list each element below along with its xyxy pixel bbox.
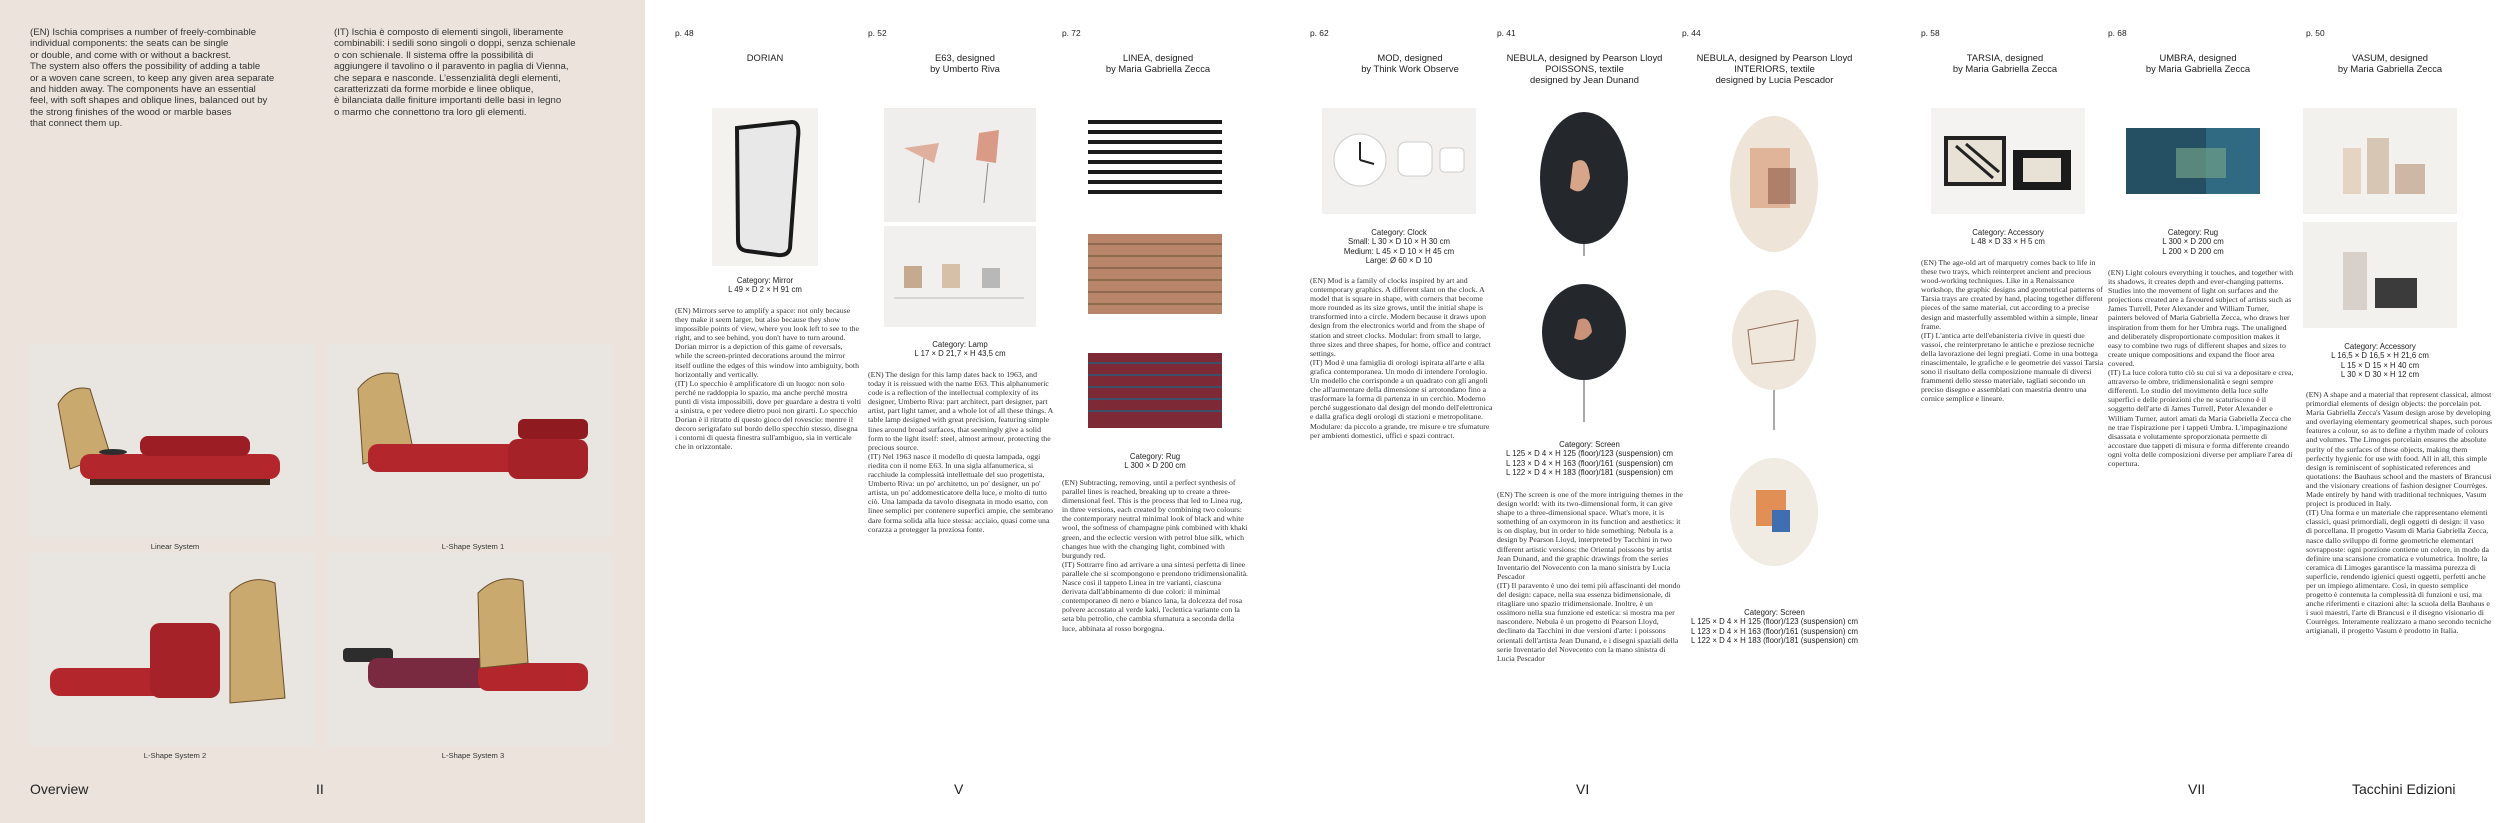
footer-numeral-vi: VI xyxy=(1576,781,1590,797)
e63-lamp-image-1 xyxy=(884,108,1036,222)
umbra-rug-image xyxy=(2116,108,2270,214)
page-ref-mod: p. 62 xyxy=(1310,28,1329,38)
title-umbra: UMBRA, designed by Maria Gabriella Zecca xyxy=(2145,52,2251,75)
linea-rug-blue-red-image xyxy=(1078,338,1232,443)
footer-numeral-vii: VII xyxy=(2188,781,2206,797)
vasum-vase-image-2 xyxy=(2303,222,2457,328)
category-e63: Category: Lamp L 17 × D 21,7 × H 43,5 cm xyxy=(914,340,1006,359)
e63-lamp-image-2 xyxy=(884,226,1036,327)
intro-english: (EN) Ischia comprises a number of freely-combinable individual components: the seats can be single or double, and come with or without a backrest. The system also offers the possibility of adding a table or a woven cane screen, to keep any given area separate and hidden away. The components have an essential feel, with soft shapes and oblique lines, balanced out by the strong finishes of the wood or marble bases that connect them up. xyxy=(30,27,275,130)
footer-numeral-v: V xyxy=(954,781,964,797)
footer-brand: Tacchini Edizioni xyxy=(2352,781,2456,797)
linea-rug-pink-green-image xyxy=(1078,222,1232,327)
dorian-mirror-image xyxy=(712,108,818,266)
intro-italian: (IT) Ischia è composto di elementi singoli, liberamente combinabili: i sedili sono singoli o doppi, senza schienale o con schienale. Il sistema offre la possibilità di aggiungere il tavolino o il paravento in paglia di Vienna, che separa e nasconde. L’essenzialità degli elementi, caratterizzati da forme morbide e linee oblique, è bilanciata dalle finiture importanti delle basi in legno o marmo che connettono tra loro gli elementi. xyxy=(334,27,576,118)
page-ref-vasum: p. 50 xyxy=(2306,28,2325,38)
title-mod: MOD, designed by Think Work Observe xyxy=(1361,52,1459,75)
category-mod: Category: Clock Small: L 30 × D 10 × H 30 cm Medium: L 45 × D 10 × H 45 cm Large: Ø 60 × D 10 xyxy=(1343,228,1455,266)
nebula-poissons-screen-image-1 xyxy=(1528,108,1640,260)
page-ref-linea: p. 72 xyxy=(1062,28,1081,38)
nebula-poissons-screen-image-2 xyxy=(1528,272,1640,430)
description-tarsia: (EN) The age-old art of marquetry comes back to life in these two trays, which reinterpret ancient and precious wood-working techniques. Like in a Renaissance workshop, the graphic designs and geometrical patterns of Tarsia trays are created by hand, placing together different pieces of the same material, cut according to a precise design and masterfully assembled within a simple, linear frame. (IT) L'antica arte dell'ebanisteria rivive in questi due vassoi, che reinterpretano le antiche e preziose tecniche della lavorazione dei legni pregiati. Come in una bottega rinascimentale, le grafiche e le geometrie dei vassoi Tarsia sono il risultato della composizione manuale di diversi frammenti dello stesso materiale, tagliati secondo un preciso disegno e assemblati con maestria dentro una cornice semplice e lineare. xyxy=(1921,258,2106,404)
page-ref-nebula-poissons: p. 41 xyxy=(1497,28,1516,38)
category-tarsia: Category: Accessory L 48 × D 33 × H 5 cm xyxy=(1971,228,2045,247)
category-vasum: Category: Accessory L 16,5 × D 16,5 × H 21,6 cm L 15 × D 15 × H 40 cm L 30 × D 30 × H 12 cm xyxy=(2331,342,2429,380)
l-shape-system-2-image xyxy=(30,553,315,746)
linear-system-label: Linear System xyxy=(150,542,200,551)
linear-system-image xyxy=(30,344,315,537)
page-ref-tarsia: p. 58 xyxy=(1921,28,1940,38)
nebula-interiors-screen-image-3 xyxy=(1718,450,1830,600)
nebula-interiors-screen-image-2 xyxy=(1718,280,1830,438)
description-nebula: (EN) The screen is one of the more intriguing themes in the design world: with its two-dimensional form, it can give shape to a three-dimensional space. What's more, it is something of an oxymoron in its function and aesthetics: it is on display, but in order to hide something. Nebula is a design by Pearson Lloyd, interpreted by Tacchini in two different artistic versions: the Oriental poissons by artist Jean Dunand, and the graphic drawings from the series Inventario del Novecento con la mano sinistra by Lucia Pescador (IT) Il paravento è uno dei temi più affascinanti del mondo del design: capace, nella sua essenza bidimensionale, di ritagliare uno spazio tridimensionale. Inoltre, è un ossimoro nella sua funzione ed estetica: si mostra ma per nascondere. Nebula è un progetto di Pearson Lloyd, declinato da Tacchini in due versioni d'arte: i poissons orientali dell'artista Jean Dunand, e i disegni spaziali della serie Inventario del Novecento con la mano sinistra di Lucia Pescador xyxy=(1497,490,1685,663)
mod-clock-image xyxy=(1322,108,1476,214)
title-linea: LINEA, designed by Maria Gabriella Zecca xyxy=(1105,52,1211,75)
page-ref-nebula-interiors: p. 44 xyxy=(1682,28,1701,38)
title-tarsia: TARSIA, designed by Maria Gabriella Zecca xyxy=(1952,52,2058,75)
description-dorian: (EN) Mirrors serve to amplify a space: not only because they make it seem larger, but also because they show impossible points of view, where you look left to see to the right, and to see behind, you don't have to turn around. Dorian mirror is a depiction of this game of reversals, while the screen-printed decorations around the mirror itself outline the edges of this window into ambiguity, both horizontally and vertically. (IT) Lo specchio è amplificatore di un luogo: non solo perché ne raddoppia lo spazio, ma anche perché mostra punti di vista impossibili, dove per guardare a destra ti volti a sinistra, e per vedere dietro puoi non girarti. Lo specchio Dorian è il ritratto di questo gioco del rovescio: mentre il decoro serigrafato sul bordo dello specchio stesso, disegna i contorni di questa finestra sull'ambiguo, sia in verticale che in orizzontale. xyxy=(675,306,863,452)
title-nebula-interiors: NEBULA, designed by Pearson Lloyd INTERIORS, textile designed by Lucia Pescador xyxy=(1696,52,1853,86)
footer-numeral-ii: II xyxy=(316,781,324,797)
l-shape-system-1-image xyxy=(328,344,613,537)
footer-overview: Overview xyxy=(30,781,89,797)
description-vasum: (EN) A shape and a material that represent classical, almost primordial elements of design objects: the porcelain pot. Maria Gabriella Zecca's Vasum design arose by developing and overlaying elementary geometrical shapes, such porous features a colour, so as to define a rhythm made of colours and volumes. The Limoges porcelain ensures the absolute purity of the surfaces of these objects, making them perfectly hygienic for use with food. All in all, this simple design is reminiscent of sophisticated references and quotations: the Bauhaus school and the masters of Brancusi and the visionary creations of fashion designer Courrèges. Made entirely by hand with traditional techniques, Vasum project is produced in Italy. (IT) Una forma e un materiale che rappresentano elementi classici, quasi primordiali, degli oggetti di design: il vaso di porcellana. Il progetto Vasum di Maria Gabriella Zecca, nasce dallo sviluppo di forme geometriche elementari sovrapposte: ogni porzione contiene un colore, in modo da definire una scansione cromatica e volumetrica. Inoltre, la ceramica di Limoges garantisce la massima purezza di superficie, rendendo igienici questi oggetti, perfetti anche per un impiego alimentare. Così, in questo semplice progetto è contenuta la complessità di funzioni e usi, ma anche riferimenti e citazioni alte: la scuola della Bauhaus e i suoi maestri, l'arte di Brancusi e il disegno visionario di Courrèges. Interamente realizzato a mano secondo tecniche artigianali, il progetto Vasum è prodotto in Italia. xyxy=(2306,390,2494,636)
category-umbra: Category: Rug L 300 × D 200 cm L 200 × D 200 cm xyxy=(2162,228,2224,256)
title-nebula-poissons: NEBULA, designed by Pearson Lloyd POISSONS, textile designed by Jean Dunand xyxy=(1506,52,1663,86)
vasum-vase-image-1 xyxy=(2303,108,2457,214)
description-umbra: (EN) Light colours everything it touches, and together with its shadows, it creates depth and ever-changing patterns. Studies into the movement of light on surfaces and the projections created are a favoured subject of artists such as James Turrell, Peter Alexander and William Turner, painters beloved of Maria Gabriella Zecca, who draws her inspiration from them for her Umbra rugs. The unaligned and deliberately disproportionate composition makes it easy to combine two rugs of different shapes and sizes to create unique compositions and expand the floor area covered. (IT) La luce colora tutto ciò su cui si va a depositare e crea, attraverso le ombre, tridimensionalità e segni sempre differenti. Lo studio del movimento della luce sulle superfici e delle proiezioni che ne scaturiscono è il soggetto dell'arte di James Turrell, Peter Alexander e William Turner, autori amati da Maria Gabriella Zecca che ne trae l'ispirazione per i tappeti Umbra. L'impaginazione disassata e volutamente sproporzionata permette di accostare due tappeti di misura e forma differente creando ogni volta delle composizioni diverse per ampliare l'area di copertura. xyxy=(2108,268,2296,468)
title-e63: E63, designed by Umberto Riva xyxy=(930,52,1000,75)
l-shape-system-1-label: L-Shape System 1 xyxy=(441,542,505,551)
title-dorian: DORIAN xyxy=(746,52,784,63)
page-ref-dorian: p. 48 xyxy=(675,28,694,38)
nebula-interiors-screen-image-1 xyxy=(1718,108,1830,266)
category-nebula-interiors: Category: Screen L 125 × D 4 × H 125 (floor)/123 (suspension) cm L 123 × D 4 × H 163 (floor)/161 (suspension) cm L 122 × D 4 × H 183 (floor)/181 (suspension) cm xyxy=(1691,608,1858,646)
category-nebula-poissons: Category: Screen L 125 × D 4 × H 125 (floor)/123 (suspension) cm L 123 × D 4 × H 163 (floor)/161 (suspension) cm L 122 × D 4 × H 183 (floor)/181 (suspension) cm xyxy=(1506,440,1673,478)
l-shape-system-3-image xyxy=(328,553,613,746)
description-e63: (EN) The design for this lamp dates back to 1963, and today it is reissued with the name E63. This alphanumeric code is a reflection of the intellectual complexity of its designer, Umberto Riva: part architect, part designer, part artist, part light tamer, and a whole lot of all these things. A table lamp designed with great precision, featuring simple lines around broad surfaces, that seemingly give a solid form to the light itself: steel, almost armour, protecting the precious source. (IT) Nel 1963 nasce il modello di questa lampada, oggi riedita con il nome E63. In una sigla alfanumerica, si racchiude la complessità intellettuale del suo progettista, Umberto Riva: un po' architetto, un po' designer, un po' artista, un po' addomesticatore della luce, e molto di tutto ciò. Una lampada da tavolo disegnata in modo esatto, con linee semplici per contenere superfici ampie, che sembrano dare forma solida alla luce stessa: acciaio, quasi come una corazza a protegger la preziosa fonte. xyxy=(868,370,1055,534)
l-shape-system-3-label: L-Shape System 3 xyxy=(441,751,505,760)
tarsia-tray-image xyxy=(1931,108,2085,214)
l-shape-system-2-label: L-Shape System 2 xyxy=(143,751,207,760)
page-ref-umbra: p. 68 xyxy=(2108,28,2127,38)
linea-rug-black-white-image xyxy=(1078,108,1232,213)
title-vasum: VASUM, designed by Maria Gabriella Zecca xyxy=(2337,52,2443,75)
description-mod: (EN) Mod is a family of clocks inspired by art and contemporary graphics. A different slant on the clock. A model that is square in shape, with corners that become more rounded as its size grows, until the initial shape is transformed into a circle. Modern because it draws upon design from the electronics world and from the shape of station and street clocks. Modular: from small to large, three sizes and three shapes, for home, office and contract settings. (IT) Mod è una famiglia di orologi ispirata all'arte e alla grafica contemporanea. Un modo di intendere l'orologio. Un modello che corrisponde a un quadrato con gli angoli che all'aumentare della dimensione si arrotondano fino a trasformare la forma di partenza in un cerchio. Moderno perché suggestionato dal design del mondo dell'elettronica e dalla grafica degli orologi di stazioni e metropolitane. Modulare: da piccolo a grande, tre misure e tre sfumature per ambienti domestici, uffici e spazi contract. xyxy=(1310,276,1495,440)
page-ref-e63: p. 52 xyxy=(868,28,887,38)
overview-panel xyxy=(0,0,645,823)
description-linea: (EN) Subtracting, removing, until a perfect synthesis of parallel lines is reached, breaking up to create a three-dimensional feel. This is the process that led to Linea rug, in three versions, each created by combining two colours: the contemporary neutral minimal look of black and white wool, the softness of champagne pink combined with khaki green, and the eclectic version with petrol blue silk, which changes hue with the changing light, combined with burgundy red. (IT) Sottrarre fino ad arrivare a una sintesi perfetta di linee parallele che si scompongono e prendono tridimensionalità. Nasce così il tappeto Linea in tre varianti, ciascuna derivata dall'abbinamento di due colori: il minimal contemporaneo di nero e bianco lana, la dolcezza del rosa polvere accostato al verde kaki, l'eclettica variante con la seta blu petrolio, che cambia sfumatura a seconda della luce, abbinata al rosso borgogna. xyxy=(1062,478,1250,633)
category-linea: Category: Rug L 300 × D 200 cm xyxy=(1124,452,1186,471)
category-dorian: Category: Mirror L 49 × D 2 × H 91 cm xyxy=(728,276,802,295)
